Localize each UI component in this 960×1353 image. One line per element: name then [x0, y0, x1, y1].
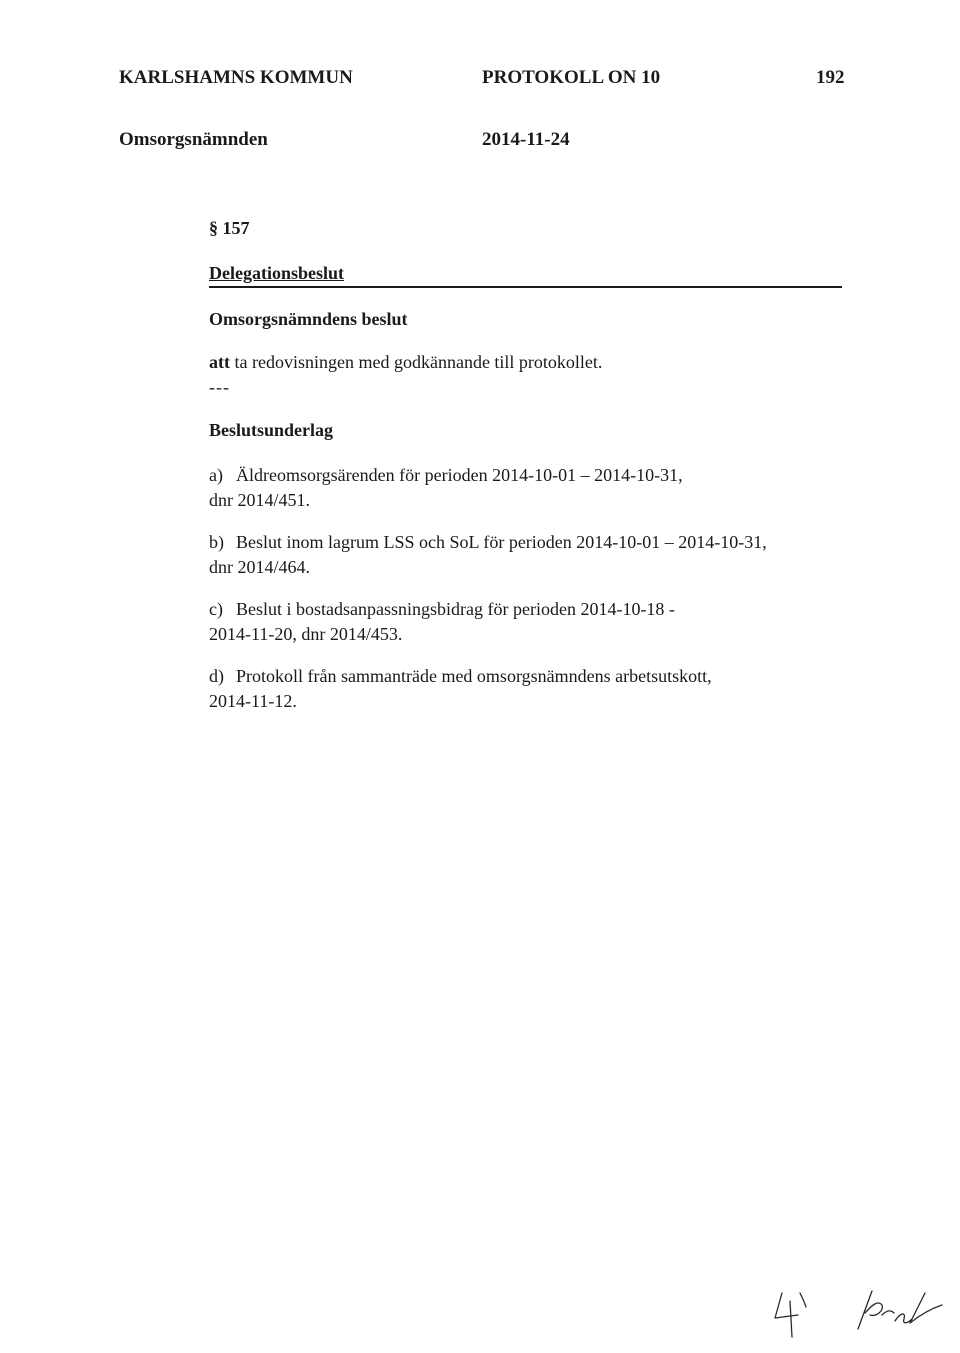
header-page-number: 192 [816, 67, 845, 88]
section-title-rule [209, 263, 842, 288]
basis-item-d [209, 664, 712, 714]
item-line-2: dnr 2014/451. [209, 490, 310, 510]
basis-item-a [209, 463, 683, 513]
section-title: Delegationsbeslut [209, 263, 344, 283]
header-municipality: KARLSHAMNS KOMMUN [119, 67, 353, 88]
item-label: c) [209, 599, 223, 619]
header-committee: Omsorgsnämnden [119, 129, 268, 150]
separator: --- [209, 377, 230, 397]
section-number: § 157 [209, 218, 250, 238]
item-line-2: 2014-11-12. [209, 691, 297, 711]
basis-heading: Beslutsunderlag [209, 420, 334, 440]
item-line-2: dnr 2014/464. [209, 557, 310, 577]
decision-att: att [209, 352, 230, 372]
header-protocol-number: PROTOKOLL ON 10 [482, 67, 661, 88]
basis-item-c [209, 597, 675, 647]
decision-text: ta redovisningen med godkännande till protokollet. [230, 352, 603, 372]
item-line-1: Äldreomsorgsärenden för perioden 2014-10-01 – 2014-10-31, [236, 465, 683, 485]
item-line-1: Beslut inom lagrum LSS och SoL för perioden 2014-10-01 – 2014-10-31, [236, 532, 767, 552]
item-line-1: Protokoll från sammanträde med omsorgsnämndens arbetsutskott, [236, 666, 712, 686]
basis-item-b [209, 530, 767, 580]
item-line-1: Beslut i bostadsanpassningsbidrag för perioden 2014-10-18 - [236, 599, 675, 619]
item-label: a) [209, 465, 223, 485]
signature-initials [770, 1285, 945, 1345]
item-line-2: 2014-11-20, dnr 2014/453. [209, 624, 403, 644]
item-label: d) [209, 666, 224, 686]
decision-heading: Omsorgsnämndens beslut [209, 309, 408, 329]
item-label: b) [209, 532, 224, 552]
decision-statement [209, 352, 602, 373]
header-meeting-date: 2014-11-24 [482, 129, 570, 150]
